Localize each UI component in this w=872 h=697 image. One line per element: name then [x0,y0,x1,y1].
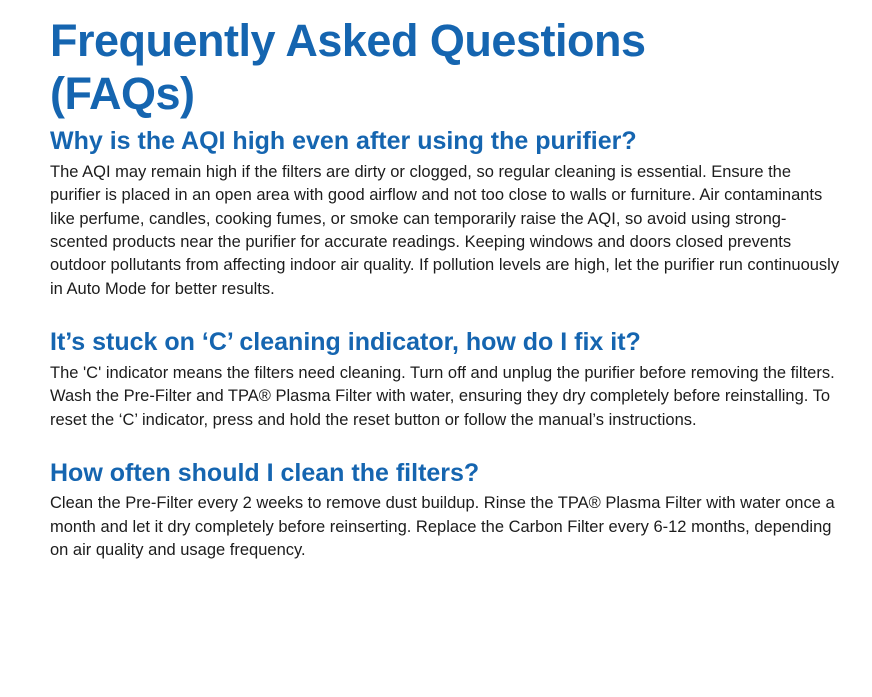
faq-question: Why is the AQI high even after using the purifier? [50,127,637,156]
faq-question: It’s stuck on ‘C’ cleaning indicator, how do I fix it? [50,328,641,357]
faq-answer: The 'C' indicator means the filters need cleaning. Turn off and unplug the purifier before removing the filters. Wash the Pre-Filter and TPA® Plasma Filter with water, ensuring they dry completely before reinstalling. To reset the ‘C’ indicator, press and hold the reset button or follow the manual’s instructions. [50,363,835,429]
faq-question: How often should I clean the filters? [50,458,480,487]
page-title: Frequently Asked Questions (FAQs) [50,15,646,120]
faq-item [50,458,842,563]
faq-item [50,327,842,432]
faq-answer: The AQI may remain high if the filters are dirty or clogged, so regular cleaning is essential. Ensure the purifier is placed in an open area with good airflow and not too close to walls or furniture. Air contaminants like perfume, candles, cooking fumes, or smoke can temporarily raise the AQI, so avoid using strong-scented products near the purifier for accurate readings. Keeping windows and doors closed prevents outdoor pollutants from affecting indoor air quality. If pollution levels are high, let the purifier run continuously in Auto Mode for better results. [50,162,840,298]
faq-answer: Clean the Pre-Filter every 2 weeks to remove dust buildup. Rinse the TPA® Plasma Filter with water once a month and let it dry completely before reinserting. Replace the Carbon Filter every 6-12 months, depending on air quality and usage frequency. [50,494,835,560]
faq-item [50,126,842,301]
